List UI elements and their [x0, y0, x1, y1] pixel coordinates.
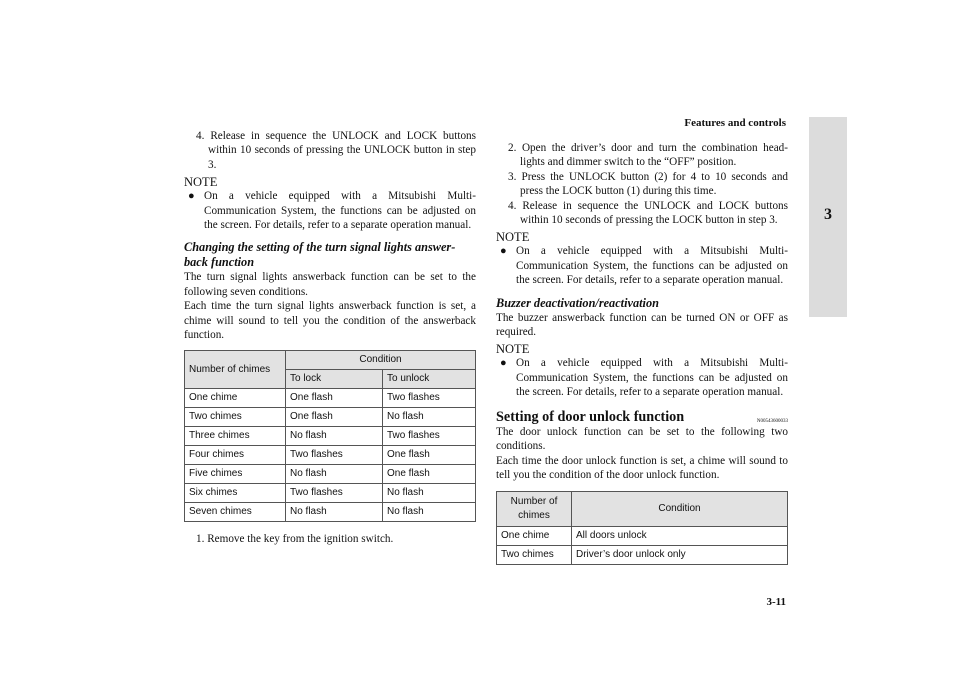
step-4-left: 4. Release in sequence the UNLOCK and LOCK buttons within 10 seconds of pressing the UNLOCK button in step 3. [196, 130, 477, 171]
bullet-icon: ● [500, 357, 507, 370]
table-row: Five chimes No flash One flash [185, 465, 476, 484]
paragraph: Each time the turn signal lights answerback function is set, a chime will sound to tell you the condition of the answerback function. [184, 300, 476, 342]
note: ● On a vehicle equipped with a Mitsubishi Multi-Communication System, the functions can be adjusted on the screen. For details, refer to a separate operation manual. [188, 190, 476, 232]
table-row: Three chimes No flash Two flashes [185, 427, 476, 446]
table-row: Two chimes Driver’s door unlock only [497, 546, 788, 565]
section-code: N00543600033 [756, 418, 788, 424]
note-label: NOTE [184, 175, 218, 190]
answerback-table [184, 350, 476, 522]
note-label: NOTE [496, 230, 530, 245]
table-header: Number of chimes [185, 351, 286, 389]
paragraph: Each time the door unlock function is set, a chime will sound to tell you the condition of the door unlock function. [496, 454, 788, 481]
paragraph: The door unlock function can be set to the following two conditions. [496, 425, 788, 453]
left-column [184, 129, 476, 547]
subsection-heading: Changing the setting of the turn signal lights answer-back function [184, 240, 456, 270]
step-4-right: 4. Release in sequence the UNLOCK and LOCK buttons within 10 seconds of pressing the LOCK button in step 3. [508, 199, 789, 227]
table-row: Six chimes Two flashes No flash [185, 484, 476, 503]
table-row: Four chimes Two flashes One flash [185, 446, 476, 465]
page-number: 3-11 [766, 596, 786, 608]
right-column [496, 141, 788, 565]
chapter-tab [809, 117, 847, 317]
step-2: 2. Open the driver’s door and turn the combination head-lights and dimmer switch to the “OFF” position. [508, 142, 789, 169]
note: ● On a vehicle equipped with a Mitsubishi Multi-Communication System, the functions can be adjusted on the screen. For details, refer to a separate operation manual. [500, 357, 788, 399]
subsection-heading: Buzzer deactivation/reactivation [496, 295, 659, 310]
table-row: Two chimes One flash No flash [185, 408, 476, 427]
step-1: 1. Remove the key from the ignition switch. [196, 533, 394, 546]
table-row: One chime All doors unlock [497, 527, 788, 546]
table-header: To unlock [383, 370, 476, 389]
table-row: Seven chimes No flash No flash [185, 503, 476, 522]
running-header: Features and controls [684, 117, 786, 129]
table-row: One chime One flash Two flashes [185, 389, 476, 408]
table-header: Number of chimes [497, 492, 572, 527]
table-header: Condition [572, 492, 788, 527]
table-header: Condition [286, 351, 476, 370]
section-heading: Setting of door unlock function N00543600033 [496, 408, 788, 425]
paragraph: The buzzer answerback function can be turned ON or OFF as required. [496, 311, 788, 339]
table-header: To lock [286, 370, 383, 389]
bullet-icon: ● [500, 245, 507, 258]
bullet-icon: ● [188, 190, 195, 203]
note: ● On a vehicle equipped with a Mitsubishi Multi-Communication System, the functions can be adjusted on the screen. For details, refer to a separate operation manual. [500, 245, 788, 287]
door-unlock-table [496, 491, 788, 565]
chapter-number: 3 [824, 206, 832, 223]
note-label: NOTE [496, 342, 530, 357]
paragraph: The turn signal lights answerback function can be set to the following seven conditions. [184, 271, 476, 298]
step-3: 3. Press the UNLOCK button (2) for 4 to 10 seconds and press the LOCK button (1) during this time. [508, 170, 789, 198]
